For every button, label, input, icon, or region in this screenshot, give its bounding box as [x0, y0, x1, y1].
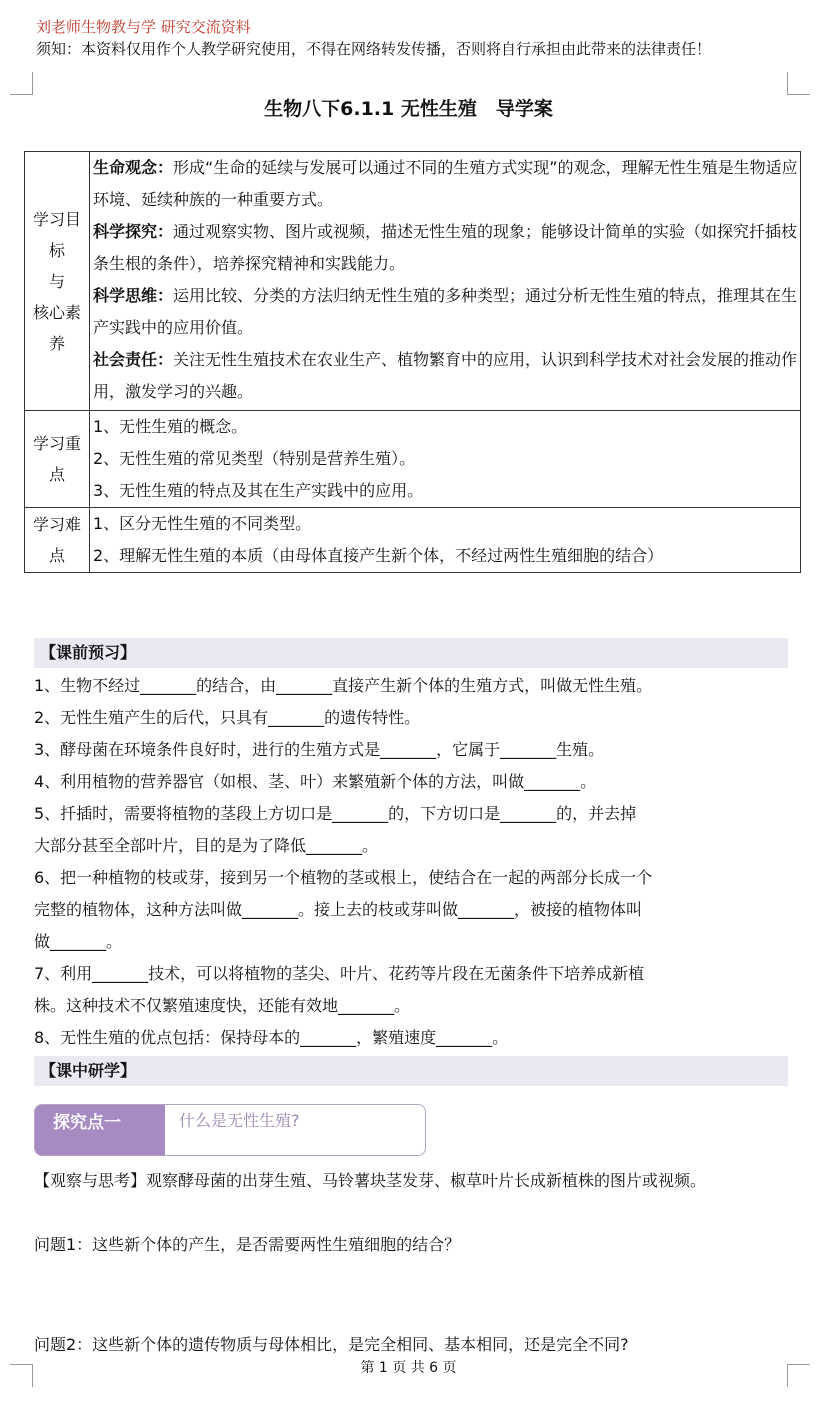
source-label: 刘老师生物教与学 研究交流资料	[36, 18, 251, 36]
preview-line: 完整的植物体，这种方法叫做_______。接上去的枝或芽叫做_______，被接的植物体叫	[34, 900, 643, 919]
preview-line: 3、酵母菌在环境条件良好时，进行的生殖方式是_______，它属于_______生殖。	[34, 740, 605, 759]
page-number: 第 1 页 共 6 页	[360, 1360, 457, 1376]
objectives-label	[25, 152, 90, 411]
preview-line: 6、把一种植物的枝或芽，接到另一个植物的茎或根上，使结合在一起的两部分长成一个	[34, 868, 653, 887]
difficulty-item: 1、区分无性生殖的不同类型。	[93, 514, 312, 533]
objective-text: 形成“生命的延续与发展可以通过不同的生殖方式实现”的观念，理解无性生殖是生物适应环境、延续种族的一种重要方式。	[93, 158, 798, 209]
objective-text: 通过观察实物、图片或视频，描述无性生殖的现象；能够设计简单的实验（如探究扦插枝条生根的条件），培养探究精神和实践能力。	[93, 222, 798, 273]
objective-text: 关注无性生殖技术在农业生产、植物繁育中的应用，认识到科学技术对社会发展的推动作用，激发学习的兴趣。	[93, 350, 798, 401]
inclass-heading: 【课中研学】	[34, 1056, 788, 1086]
usage-notice: 须知：本资料仅用作个人教学研究使用，不得在网络转发传播，否则将自行承担由此带来的法律责任！	[36, 40, 712, 58]
objective-key: 生命观念：	[93, 158, 174, 177]
preview-heading: 【课前预习】	[34, 638, 788, 668]
objective-text: 运用比较、分类的方法归纳无性生殖的多种类型；通过分析无性生殖的特点，推理其在生产实践中的应用价值。	[93, 286, 798, 337]
label-line: 学习重	[32, 434, 81, 453]
difficulties-label	[25, 508, 90, 573]
keypoints-content	[90, 411, 801, 508]
label-line: 学习目	[32, 209, 81, 229]
preview-line: 1、生物不经过_______的结合，由_______直接产生新个体的生殖方式，叫做无性生殖。	[34, 676, 653, 695]
keypoint-item: 2、无性生殖的常见类型（特别是营养生殖）。	[93, 449, 416, 468]
label-line: 核心素	[32, 302, 81, 322]
objectives-content	[90, 152, 801, 411]
explore-point-tag: 探究点一	[35, 1105, 165, 1155]
objective-thinking	[93, 280, 798, 344]
objectives-table	[24, 151, 801, 573]
label-line: 点	[48, 465, 65, 484]
label-line: 标	[48, 240, 65, 260]
objective-inquiry	[93, 216, 798, 280]
label-line: 与	[48, 271, 65, 291]
label-line: 学习难	[32, 515, 81, 534]
preview-line: 大部分甚至全部叶片，目的是为了降低_______。	[34, 836, 379, 855]
preview-line: 7、利用_______技术，可以将植物的茎尖、叶片、花药等片段在无菌条件下培养成新植	[34, 964, 645, 983]
preview-line: 做_______。	[34, 932, 123, 951]
difficulties-content	[90, 508, 801, 573]
explore-point-question: 什么是无性生殖?	[179, 1111, 300, 1130]
objective-key: 科学探究：	[93, 222, 174, 241]
preview-line: 5、扦插时，需要将植物的茎段上方切口是_______的，下方切口是_______的，并去掉	[34, 804, 637, 823]
question-1: 问题1：这些新个体的产生，是否需要两性生殖细胞的结合？	[34, 1235, 461, 1254]
explore-point-box	[34, 1104, 426, 1156]
crop-mark-top-right	[787, 72, 810, 95]
crop-mark-top-left	[10, 72, 33, 95]
preview-line: 株。这种技术不仅繁殖速度快，还能有效地_______。	[34, 996, 411, 1015]
preview-line: 2、无性生殖产生的后代，只具有_______的遗传特性。	[34, 708, 421, 727]
keypoint-item: 3、无性生殖的特点及其在生产实践中的应用。	[93, 481, 424, 500]
objective-key: 社会责任：	[93, 350, 174, 369]
page-title: 生物八下6.1.1 无性生殖 导学案	[264, 98, 553, 120]
observe-think-text: 【观察与思考】观察酵母菌的出芽生殖、马铃薯块茎发芽、椒草叶片长成新植株的图片或视频。	[34, 1171, 707, 1190]
preview-line: 8、无性生殖的优点包括：保持母本的_______，繁殖速度_______。	[34, 1028, 509, 1047]
objective-key: 科学思维：	[93, 286, 174, 305]
keypoint-item: 1、无性生殖的概念。	[93, 417, 248, 436]
preview-list	[34, 670, 794, 1054]
keypoints-label	[25, 411, 90, 508]
difficulties-row	[25, 508, 801, 573]
objective-responsibility	[93, 344, 798, 408]
preview-line: 4、利用植物的营养器官（如根、茎、叶）来繁殖新个体的方法，叫做_______。	[34, 772, 597, 791]
objectives-row	[25, 152, 801, 411]
label-line: 点	[48, 546, 65, 565]
objective-life-concept	[93, 152, 798, 216]
difficulty-item: 2、理解无性生殖的本质（由母体直接产生新个体，不经过两性生殖细胞的结合）	[93, 546, 664, 565]
label-line: 养	[48, 333, 65, 353]
keypoints-row	[25, 411, 801, 508]
question-2: 问题2：这些新个体的遗传物质与母体相比，是完全相同、基本相同，还是完全不同?	[34, 1335, 629, 1354]
